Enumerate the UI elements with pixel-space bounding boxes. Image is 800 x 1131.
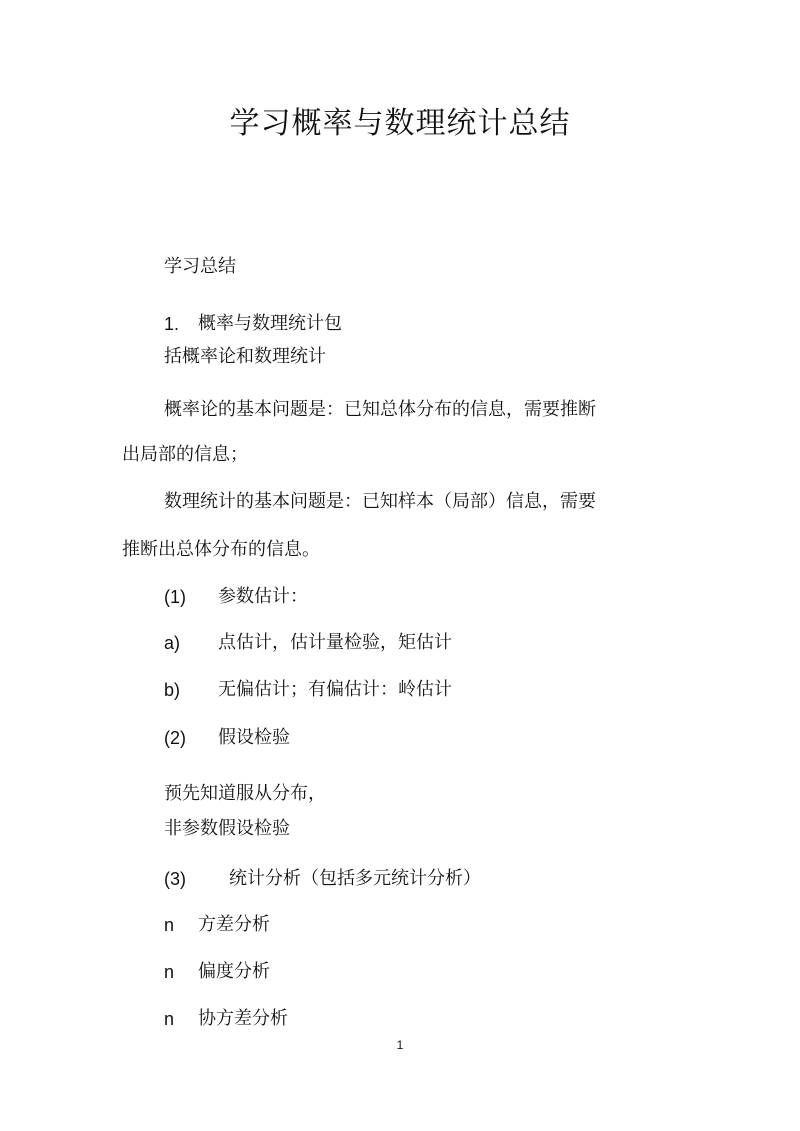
bullet-text: 偏度分析 bbox=[198, 961, 270, 982]
bullet-item-skewness-analysis bbox=[164, 960, 564, 984]
list-item-text: 点估计，估计量检验，矩估计 bbox=[218, 632, 452, 653]
list-item-unbiased-estimation bbox=[164, 678, 564, 702]
list-item-marker: a) bbox=[164, 633, 181, 653]
bullet-item-variance-analysis bbox=[164, 913, 564, 937]
document-title: 学习概率与数理统计总结 bbox=[229, 106, 571, 141]
list-item-marker: (1) bbox=[164, 587, 186, 607]
bullet-marker: n bbox=[164, 962, 175, 982]
list-item-statistical-analysis bbox=[164, 867, 564, 891]
bullet-text: 方差分析 bbox=[198, 914, 270, 935]
paragraph-2-line-2: 推断出总体分布的信息。 bbox=[122, 539, 320, 560]
list-item-hypothesis-testing bbox=[164, 726, 564, 750]
point-1-number: 1. bbox=[164, 314, 180, 334]
list-item-text: 假设检验 bbox=[218, 727, 290, 748]
hypothesis-note-line-1: 预先知道服从分布， bbox=[164, 783, 326, 804]
list-item-text: 统计分析（包括多元统计分析） bbox=[229, 868, 481, 889]
list-item-parameter-estimation bbox=[164, 585, 564, 609]
list-item-marker: (3) bbox=[164, 869, 186, 889]
bullet-text: 协方差分析 bbox=[198, 1008, 288, 1029]
bullet-marker: n bbox=[164, 1009, 175, 1029]
paragraph-1-line-2: 出局部的信息； bbox=[122, 444, 248, 465]
page-number: 1 bbox=[396, 1038, 404, 1052]
point-1-line-1 bbox=[164, 312, 564, 336]
list-item-marker: b) bbox=[164, 680, 181, 700]
bullet-marker: n bbox=[164, 915, 175, 935]
paragraph-1-line-1: 概率论的基本问题是：已知总体分布的信息，需要推断 bbox=[164, 399, 596, 420]
list-item-point-estimation bbox=[164, 631, 564, 655]
point-1-continuation: 括概率论和数理统计 bbox=[164, 346, 326, 367]
list-item-text: 参数估计： bbox=[218, 586, 308, 607]
hypothesis-note-line-2: 非参数假设检验 bbox=[164, 818, 290, 839]
paragraph-2-line-1: 数理统计的基本问题是：已知样本（局部）信息，需要 bbox=[164, 491, 596, 512]
section-heading: 学习总结 bbox=[164, 256, 236, 277]
bullet-item-covariance-analysis bbox=[164, 1007, 564, 1031]
list-item-text: 无偏估计；有偏估计：岭估计 bbox=[218, 679, 452, 700]
point-1-text: 概率与数理统计包 bbox=[198, 313, 342, 334]
list-item-marker: (2) bbox=[164, 728, 186, 748]
